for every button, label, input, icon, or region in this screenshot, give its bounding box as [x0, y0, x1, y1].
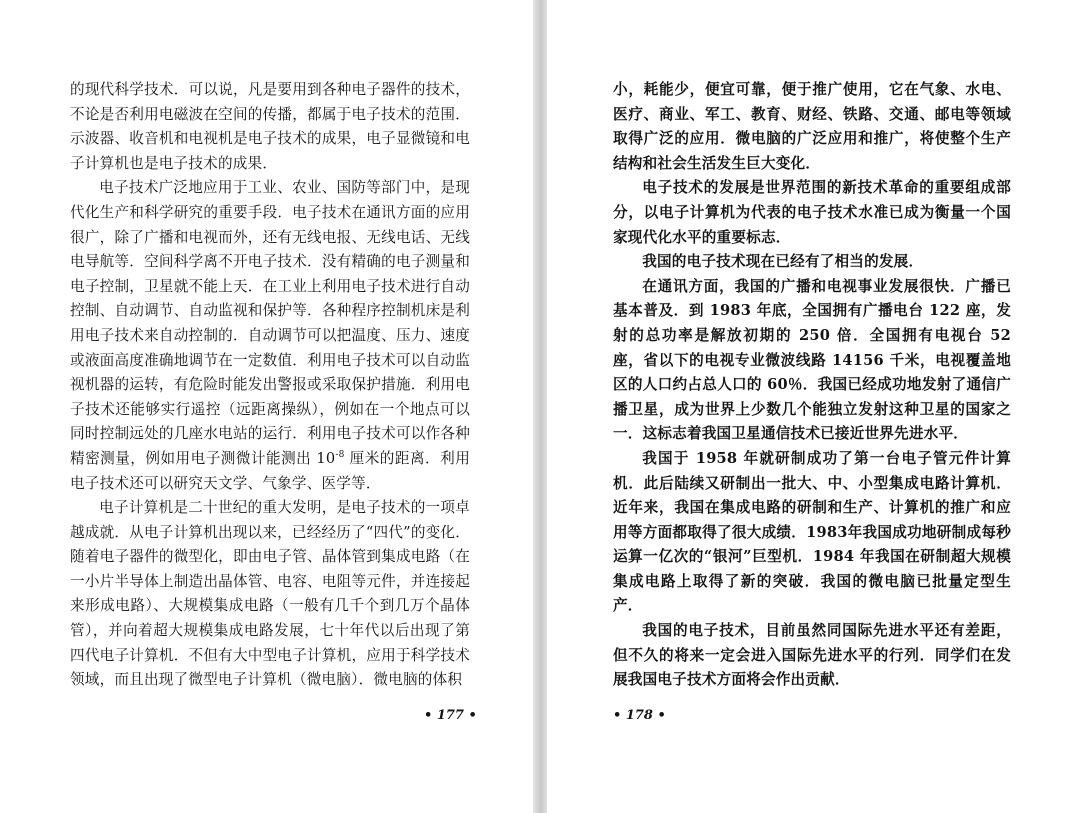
paragraph: 我国的电子技术，目前虽然同国际先进水平还有差距，但不久的将来一定会进入国际先进水平的行列．同学们在发展我国电子技术方面将会作出贡献．	[613, 622, 1011, 689]
book-gutter	[533, 0, 547, 813]
paragraph: 小，耗能少，便宜可靠，便于推广使用，它在气象、水电、医疗、商业、军工、教育、财经、铁路、交通、邮电等领域取得广泛的应用．微电脑的广泛应用和推广，将使整个生产结构和社会生活发生巨大变化．	[613, 81, 1011, 172]
paragraph	[70, 176, 470, 496]
paragraph-text: 电子技术广泛地应用于工业、农业、国防等部门中，是现代化生产和科学研究的重要手段．电子技术在通讯方面的应用很广，除了广播和电视而外，还有无线电报、无线电话、无线电导航等．空间科学离不开电子技术．没有精确的电子测量和电子控制，卫星就不能上天．在工业上利用电子技术进行自动控制、自动调节、自动监视和保护等．各种程序控制机床是利用电子技术来自动控制的．自动调节可以把温度、压力、速度或液面高度准确地调节在一定数值．利用电子技术可以自动监视机器的运转，有危险时能发出警报或采取保护措施．利用电子技术还能够实行遥控（远距离操纵），例如在一个地点可以同时控制远处的几座水电站的运行．利用电子技术可以作各种精密测量，例如用电子测微计能测出	[70, 179, 470, 467]
exponent-base: 10	[316, 449, 336, 467]
right-page-text	[613, 78, 1011, 693]
paragraph: 在通讯方面，我国的广播和电视事业发展很快．广播已基本普及．到 1983 年底，全国拥有广播电台 122 座，发射的总功率是解放初期的 250 倍．全国拥有电视台 52 座，省以下的电视专业微波线路 14156 千米，电视覆盖地区的人口约占总人口的 60％．我国已经成功地发射了通信广播卫星，成为世界上少数几个能独立发射这种卫星的国家之一．这标志着我国卫星通信技术已接近世界先进水平．	[613, 277, 1011, 443]
left-page	[0, 0, 533, 813]
page-number: • 178 •	[613, 708, 666, 723]
paragraph: 我国的电子技术现在已经有了相当的发展．	[642, 253, 924, 271]
paragraph: 我国于 1958 年就研制成功了第一台电子管元件计算机．此后陆续又研制出一批大、中、小型集成电路计算机．近年来，我国在集成电路的研制和生产、计算机的推广和应用等方面都取得了很大成绩．1983年我国成功地研制成每秒运算一亿次的“银河”巨型机．1984 年我国在研制超大规模集成电路上取得了新的突破．我国的微电脑已批量定型生产．	[613, 449, 1011, 615]
exponent-power: -8	[335, 450, 345, 461]
paragraph-text: 厘米的距离．利用电子技术还可以研究天文学、气象学、医学等．	[70, 449, 470, 492]
page-number: • 177 •	[424, 708, 477, 723]
right-page	[547, 0, 1080, 813]
paragraph: 电子计算机是二十世纪的重大发明，是电子技术的一项卓越成就．从电子计算机出现以来，已经经历了“四代”的变化．随着电子器件的微型化，即由电子管、晶体管到集成电路（在一小片半导体上制造出晶体管、电容、电阻等元件，并连接起来形成电路）、大规模集成电路（一般有几千个到几万个晶体管），并向着超大规模集成电路发展，七十年代以后出现了第四代电子计算机．不但有大中型电子计算机，应用于科学技术领域，而且出现了微型电子计算机（微电脑）．微电脑的体积	[70, 499, 470, 689]
paragraph: 的现代科学技术．可以说，凡是要用到各种电子器件的技术，不论是否利用电磁波在空间的传播，都属于电子技术的范围．示波器、收音机和电视机是电子技术的成果，电子显微镜和电子计算机也是电子技术的成果．	[70, 81, 470, 172]
left-page-text	[70, 78, 470, 693]
paragraph: 电子技术的发展是世界范围的新技术革命的重要组成部分，以电子计算机为代表的电子技术水准已成为衡量一个国家现代化水平的重要标志．	[613, 179, 1011, 246]
